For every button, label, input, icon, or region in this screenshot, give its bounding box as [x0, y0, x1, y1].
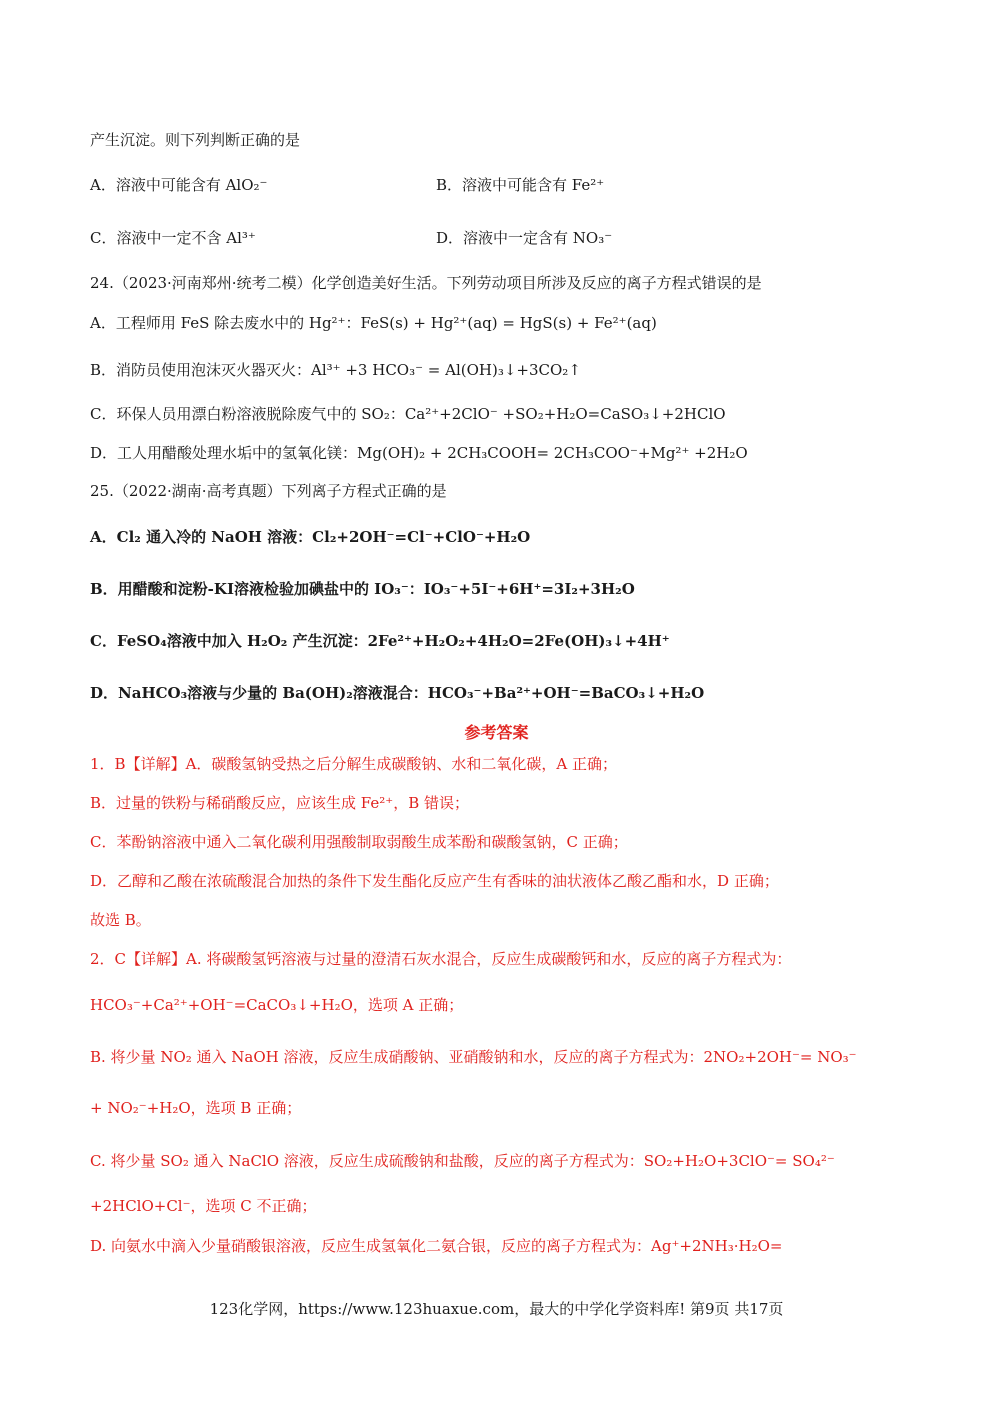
answer-2-line-5: C. 将少量 SO₂ 通入 NaClO 溶液，反应生成硫酸钠和盐酸，反应的离子方程式为：SO₂+H₂O+3ClO⁻= SO₄²⁻ [90, 1152, 835, 1170]
q23-stem-tail: 产生沉淀。则下列判断正确的是 [90, 131, 301, 149]
q25-option-b: B．用醋酸和淀粉-KI溶液检验加碘盐中的 IO₃⁻：IO₃⁻+5I⁻+6H⁺=3I₂+3H₂O [90, 580, 635, 598]
q24-option-d: D．工人用醋酸处理水垢中的氢氧化镁：Mg(OH)₂ + 2CH₃COOH= 2CH₃COO⁻+Mg²⁺ +2H₂O [90, 444, 748, 462]
answer-2-line-6: +2HClO+Cl⁻，选项 C 不正确； [90, 1197, 317, 1215]
answer-2-line-4: + NO₂⁻+H₂O，选项 B 正确； [90, 1099, 302, 1117]
q23-option-a: A．溶液中可能含有 AlO₂⁻ [90, 176, 268, 194]
q24-option-a: A．工程师用 FeS 除去废水中的 Hg²⁺：FeS(s) + Hg²⁺(aq) = HgS(s) + Fe²⁺(aq) [90, 314, 657, 332]
q24-stem: 24.（2023·河南郑州·统考二模）化学创造美好生活。下列劳动项目所涉及反应的离子方程式错误的是 [90, 274, 762, 292]
answer-2-line-1: 2．C【详解】A. 将碳酸氢钙溶液与过量的澄清石灰水混合，反应生成碳酸钙和水，反应的离子方程式为： [90, 950, 792, 968]
q24-option-c: C．环保人员用漂白粉溶液脱除废气中的 SO₂：Ca²⁺+2ClO⁻ +SO₂+H₂O=CaSO₃↓+2HClO [90, 405, 726, 423]
q24-option-b: B．消防员使用泡沫灭火器灭火：Al³⁺ +3 HCO₃⁻ = Al(OH)₃↓+3CO₂↑ [90, 361, 581, 379]
q25-option-a: A．Cl₂ 通入冷的 NaOH 溶液：Cl₂+2OH⁻=Cl⁻+ClO⁻+H₂O [90, 528, 531, 546]
answer-1-line-2: B．过量的铁粉与稀硝酸反应，应该生成 Fe²⁺，B 错误； [90, 794, 469, 812]
answer-2-line-7: D. 向氨水中滴入少量硝酸银溶液，反应生成氢氧化二氨合银，反应的离子方程式为：Ag⁺+2NH₃·H₂O= [90, 1237, 783, 1255]
answer-2-line-2: HCO₃⁻+Ca²⁺+OH⁻=CaCO₃↓+H₂O，选项 A 正确； [90, 996, 464, 1014]
answer-1-line-4: D．乙醇和乙酸在浓硫酸混合加热的条件下发生酯化反应产生有香味的油状液体乙酸乙酯和水，D 正确； [90, 872, 779, 890]
answers-title: 参考答案 [464, 723, 529, 742]
page-footer: 123化学网，https://www.123huaxue.com，最大的中学化学资料库! 第9页 共17页 [209, 1300, 784, 1318]
answer-1-line-1: 1．B【详解】A．碳酸氢钠受热之后分解生成碳酸钠、水和二氧化碳，A 正确； [90, 755, 618, 773]
q23-option-b: B．溶液中可能含有 Fe²⁺ [436, 176, 605, 194]
answer-1-line-3: C．苯酚钠溶液中通入二氧化碳利用强酸制取弱酸生成苯酚和碳酸氢钠，C 正确； [90, 833, 628, 851]
answer-1-line-5: 故选 B。 [90, 911, 151, 929]
q25-option-c: C．FeSO₄溶液中加入 H₂O₂ 产生沉淀：2Fe²⁺+H₂O₂+4H₂O=2Fe(OH)₃↓+4H⁺ [90, 632, 670, 650]
q25-stem: 25.（2022·湖南·高考真题）下列离子方程式正确的是 [90, 482, 447, 500]
q23-option-d: D．溶液中一定含有 NO₃⁻ [436, 229, 613, 247]
answer-2-line-3: B. 将少量 NO₂ 通入 NaOH 溶液，反应生成硝酸钠、亚硝酸钠和水，反应的离子方程式为：2NO₂+2OH⁻= NO₃⁻ [90, 1048, 857, 1066]
q25-option-d: D．NaHCO₃溶液与少量的 Ba(OH)₂溶液混合：HCO₃⁻+Ba²⁺+OH⁻=BaCO₃↓+H₂O [90, 684, 705, 702]
q23-option-c: C．溶液中一定不含 Al³⁺ [90, 229, 256, 247]
